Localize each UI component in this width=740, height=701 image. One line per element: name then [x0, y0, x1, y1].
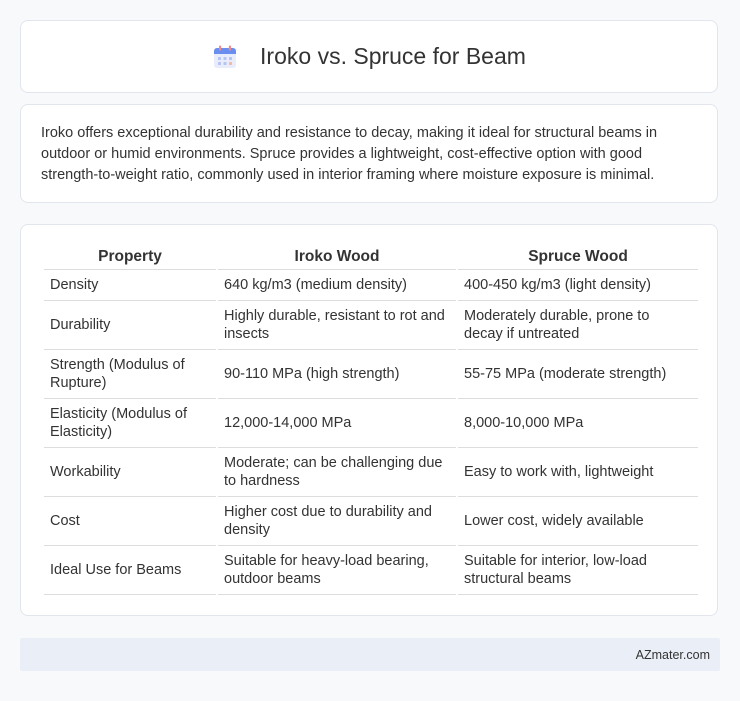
cell-iroko: 12,000-14,000 MPa	[218, 399, 456, 448]
table-row	[44, 399, 698, 448]
cell-spruce: Moderately durable, prone to decay if untreated	[458, 301, 698, 350]
header-iroko: Iroko Wood	[218, 243, 456, 270]
summary-card	[20, 104, 718, 203]
cell-property: Density	[44, 270, 216, 301]
table-row	[44, 497, 698, 546]
footer-brand[interactable]: AZmater.com	[635, 647, 710, 662]
cell-iroko: Moderate; can be challenging due to hardness	[218, 448, 456, 497]
cell-spruce: 400-450 kg/m3 (light density)	[458, 270, 698, 301]
cell-iroko: Highly durable, resistant to rot and insects	[218, 301, 456, 350]
cell-iroko: Higher cost due to durability and density	[218, 497, 456, 546]
header-spruce: Spruce Wood	[458, 243, 698, 270]
summary-text: Iroko offers exceptional durability and resistance to decay, making it ideal for structural beams in outdoor or humid environments. Spruce provides a lightweight, cost-effective option with good strength-to-weight ratio, commonly used in interior framing where moisture exposure is minimal.	[41, 125, 658, 183]
cell-iroko: 640 kg/m3 (medium density)	[218, 270, 456, 301]
table-row	[44, 448, 698, 497]
cell-property: Workability	[44, 448, 216, 497]
comparison-card	[20, 224, 718, 616]
footer	[20, 638, 720, 671]
header-property: Property	[44, 243, 216, 270]
page-title: Iroko vs. Spruce for Beam	[260, 43, 526, 69]
cell-spruce: Easy to work with, lightweight	[458, 448, 698, 497]
cell-property: Elasticity (Modulus of Elasticity)	[44, 399, 216, 448]
cell-property: Durability	[44, 301, 216, 350]
table-row	[44, 301, 698, 350]
calendar-icon	[212, 44, 238, 70]
table-row	[44, 546, 698, 595]
cell-spruce: Suitable for interior, low-load structural beams	[458, 546, 698, 595]
table-row	[44, 350, 698, 399]
cell-spruce: 55-75 MPa (moderate strength)	[458, 350, 698, 399]
comparison-table	[42, 243, 700, 595]
title-card	[20, 20, 718, 93]
cell-spruce: 8,000-10,000 MPa	[458, 399, 698, 448]
cell-property: Cost	[44, 497, 216, 546]
cell-property: Strength (Modulus of Rupture)	[44, 350, 216, 399]
table-header-row	[44, 243, 698, 270]
cell-spruce: Lower cost, widely available	[458, 497, 698, 546]
cell-iroko: Suitable for heavy-load bearing, outdoor beams	[218, 546, 456, 595]
cell-iroko: 90-110 MPa (high strength)	[218, 350, 456, 399]
cell-property: Ideal Use for Beams	[44, 546, 216, 595]
table-row	[44, 270, 698, 301]
